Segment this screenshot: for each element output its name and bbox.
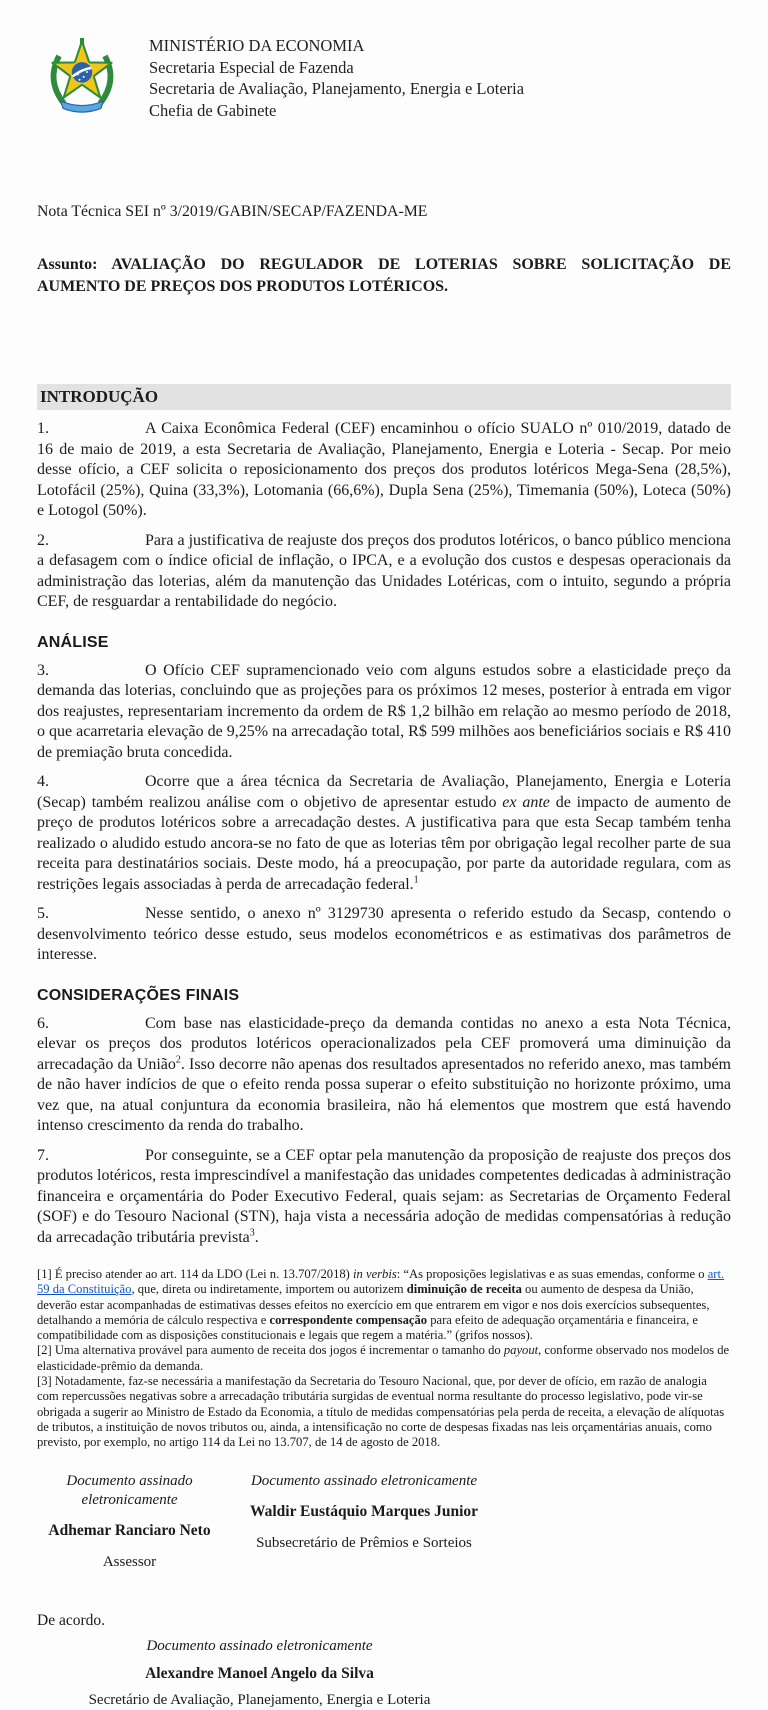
signature-stamp: Documento assinado eletronicamente bbox=[146, 1638, 373, 1654]
footnotes bbox=[37, 1267, 731, 1451]
signature-row bbox=[37, 1472, 731, 1572]
text-segment: Ocorre que a área técnica da Secretaria de Avaliação, Planejamento, Energia e Loteria (Secap) também realizou análise com o objetivo de apresentar estudo bbox=[37, 773, 731, 811]
paragraph-number: 4. bbox=[37, 773, 49, 790]
signatory-name: Alexandre Manoel Angelo da Silva bbox=[145, 1665, 374, 1682]
subject-line bbox=[37, 254, 731, 298]
text-segment: . bbox=[254, 1228, 259, 1246]
constitution-link[interactable]: art. 59 da Constituição bbox=[37, 1267, 725, 1297]
paragraph-1 bbox=[37, 419, 731, 522]
paragraph-number: 1. bbox=[37, 420, 49, 437]
org-line-secretariat-special: Secretaria Especial de Fazenda bbox=[149, 57, 354, 77]
text-segment: de impacto de aumento de preço de produtos lotéricos sobre a arrecadação destes. A justificativa para que esta Secap também tenha realizado o aludido estudo ancora-se no fato de que as loterias têm por obrigação legal recolher parte de sua receita para destinatários sociais. Deste modo, há a preocupação, por parte da autoridade regulara, com as restrições legais associadas à perda de arrecadação federal. bbox=[37, 793, 732, 893]
paragraph-4 bbox=[37, 772, 731, 895]
section-heading-introducao: INTRODUÇÃO bbox=[37, 384, 731, 410]
agreement-note: De acordo. bbox=[37, 1612, 105, 1629]
signatory-role: Subsecretário de Prêmios e Sorteios bbox=[256, 1535, 472, 1551]
text-segment: . Isso decorre não apenas dos resultados apresentados no referido anexo, mas também de não haver indícios de que o efeito renda possa superar o efeito substituição no horizonte próximo, uma vez que, na atual conjuntura da economia brasileira, não há elementos que mostrem que está havendo intenso crescimento da renda do trabalho. bbox=[37, 1055, 731, 1134]
section-heading-analise: ANÁLISE bbox=[37, 633, 109, 651]
text-segment: : “As proposições legislativas e as suas emendas, conforme o bbox=[396, 1267, 708, 1281]
signature-right bbox=[244, 1472, 484, 1572]
text-segment: diminuição de receita bbox=[406, 1282, 522, 1297]
paragraph-number: 5. bbox=[37, 905, 49, 922]
text-segment: Nesse sentido, o anexo nº 3129730 apresenta o referido estudo da Secasp, contendo o desenvolvimento teórico desse estudo, seus modelos econométricos e as estimativas dos parâmetros de interesse. bbox=[37, 905, 731, 963]
paragraph-2 bbox=[37, 531, 731, 613]
signatory-name: Adhemar Ranciaro Neto bbox=[48, 1522, 211, 1539]
footnote-2 bbox=[37, 1343, 731, 1374]
org-identification bbox=[149, 33, 524, 121]
paragraph-number: 6. bbox=[37, 1014, 49, 1032]
org-line-ministry: MINISTÉRIO DA ECONOMIA bbox=[149, 36, 365, 55]
signatory-role: Secretário de Avaliação, Planejamento, Energia e Loteria bbox=[88, 1692, 431, 1708]
paragraph-number: 2. bbox=[37, 531, 49, 549]
text-segment: 1 bbox=[413, 874, 419, 886]
signature-left bbox=[37, 1472, 222, 1572]
paragraph-6 bbox=[37, 1014, 731, 1137]
text-segment: Com base nas elasticidade-preço da demanda contidas no anexo a esta Nota Técnica, elevar os preços dos produtos lotéricos operacionalizados pela CEF promoverá uma diminuição da arrecadação da União bbox=[37, 1014, 731, 1073]
subject-label: Assunto: bbox=[37, 256, 98, 273]
text-segment: [1] É preciso atender ao art. 114 da LDO (Lei n. 13.707/2018) bbox=[37, 1267, 354, 1281]
paragraph-number: 7. bbox=[37, 1146, 49, 1164]
text-segment: A Caixa Econômica Federal (CEF) encaminhou o ofício SUALO nº 010/2019, datado de 16 de maio de 2019, a esta Secretaria de Avaliação, Planejamento, Energia e Loteria - Secap. Por meio desse ofício, a CEF solicita o reposicionamento dos preços dos produtos lotéricos Mega-Sena (28,5%), Lotofácil (25%), Quina (33,3%), Lotomania (66,6%), Dupla Sena (25%), Timemania (50%), Loteca (50%) e Lotogol (50%). bbox=[37, 420, 731, 519]
text-segment: ex ante bbox=[502, 793, 550, 811]
signature-stamp: Documento assinado eletronicamente bbox=[66, 1473, 193, 1508]
org-line-cabinet: Chefia de Gabinete bbox=[149, 100, 277, 120]
footnote-3 bbox=[37, 1374, 731, 1450]
text-segment: correspondente compensação bbox=[269, 1312, 428, 1327]
paragraph-5 bbox=[37, 904, 731, 966]
document-reference: Nota Técnica SEI nº 3/2019/GABIN/SECAP/FAZENDA-ME bbox=[37, 203, 428, 220]
letterhead bbox=[37, 0, 731, 121]
paragraph-3 bbox=[37, 661, 731, 764]
text-segment: in verbis bbox=[353, 1267, 397, 1281]
text-segment: 3 bbox=[249, 1227, 255, 1239]
text-segment: ou aumento de despesa da União, deverão estar acompanhadas de estimativas desses efeitos no exercício em que entrarem em vigor e nos dois exercícios subsequentes, detalhando a memória de cálculo respectiva e bbox=[37, 1282, 710, 1327]
text-segment: para efeito de adequação orçamentária e financeira, e compatibilidade com as disposições constitucionais e legais que regem a matéria.” (grifos nossos). bbox=[37, 1312, 699, 1343]
text-segment: [3] Notadamente, faz-se necessária a manifestação da Secretaria do Tesouro Nacional, que, por dever de ofício, em razão de analogia com repercussões negativas sobre a arrecadação tributária surgidas de eventual norma resultante do processo legislativo, pode vir-se obrigada a sugerir ao Ministro de Estado da Economia, a título de medidas compensatórias pela perda de receita, a elevação de alíquotas de tributos, a instituição de novos tributos ou, ainda, a intensificação no corte de despesas fixadas nas leis orçamentárias anuais, como previsto, por exemplo, no artigo 114 da Lei no 13.707, de 14 de agosto de 2018. bbox=[37, 1374, 725, 1450]
signatory-name: Waldir Eustáquio Marques Junior bbox=[249, 1503, 479, 1520]
signature-stamp: Documento assinado eletronicamente bbox=[250, 1473, 478, 1489]
paragraph-7 bbox=[37, 1146, 731, 1249]
text-segment: O Ofício CEF supramencionado veio com alguns estudos sobre a elasticidade preço da demanda das loterias, concluindo que as projeções para os próximos 12 meses, posterior à entrada em vigor dos reajustes, representariam incremento da ordem de R$ 1,2 bilhão em relação ao mesmo período de 2018, o que acarretaria elevação de 9,25% na arrecadação total, R$ 599 milhões aos beneficiários sociais e R$ 410 de premiação bruta concedida. bbox=[37, 661, 731, 761]
text-segment: [2] Uma alternativa provável para aumento de receita dos jogos é incrementar o tamanho do bbox=[37, 1343, 504, 1358]
subject-text: AVALIAÇÃO DO REGULADOR DE LOTERIAS SOBRE SOLICITAÇÃO DE AUMENTO DE PREÇOS DOS PRODUTOS LOTÉRICOS. bbox=[37, 256, 731, 295]
text-segment: 2 bbox=[175, 1054, 181, 1066]
text-segment: , conforme observado nos modelos de elasticidade-prêmio da demanda. bbox=[37, 1343, 730, 1373]
text-segment: Para a justificativa de reajuste dos preços dos produtos lotéricos, o banco público menciona a defasagem com o índice oficial de inflação, o IPCA, e a evolução dos custos e despesas operacionais da administração das loterias, além da manutenção das Unidades Lotéricas, com o intuito, segundo a própria CEF, de resguardar a rentabilidade do negócio. bbox=[37, 531, 731, 610]
signature-area bbox=[37, 1472, 731, 1710]
text-segment: Por conseguinte, se a CEF optar pela manutenção da proposição de reajuste dos preços dos produtos lotéricos, resta imprescindível a manifestação das unidades competentes dedicadas à administração financeira e orçamentária do Poder Executivo Federal, quais sejam: as Secretarias de Orçamento Federal (SOF) e do Tesouro Nacional (STN), haja vista a necessária adoção de medidas compensatórias à redução da arrecadação tributária prevista bbox=[37, 1146, 731, 1246]
text-segment: , que, direta ou indiretamente, importem ou autorizem bbox=[131, 1282, 407, 1297]
signature-center bbox=[37, 1637, 482, 1710]
brazil-coat-of-arms-icon bbox=[41, 33, 123, 115]
paragraph-number: 3. bbox=[37, 661, 49, 679]
section-heading-consideracoes-finais: CONSIDERAÇÕES FINAIS bbox=[37, 986, 240, 1004]
org-line-secretariat: Secretaria de Avaliação, Planejamento, Energia e Loteria bbox=[149, 79, 525, 98]
text-segment: payout bbox=[503, 1343, 539, 1358]
footnote-1 bbox=[37, 1267, 731, 1343]
signatory-role: Assessor bbox=[102, 1554, 157, 1570]
